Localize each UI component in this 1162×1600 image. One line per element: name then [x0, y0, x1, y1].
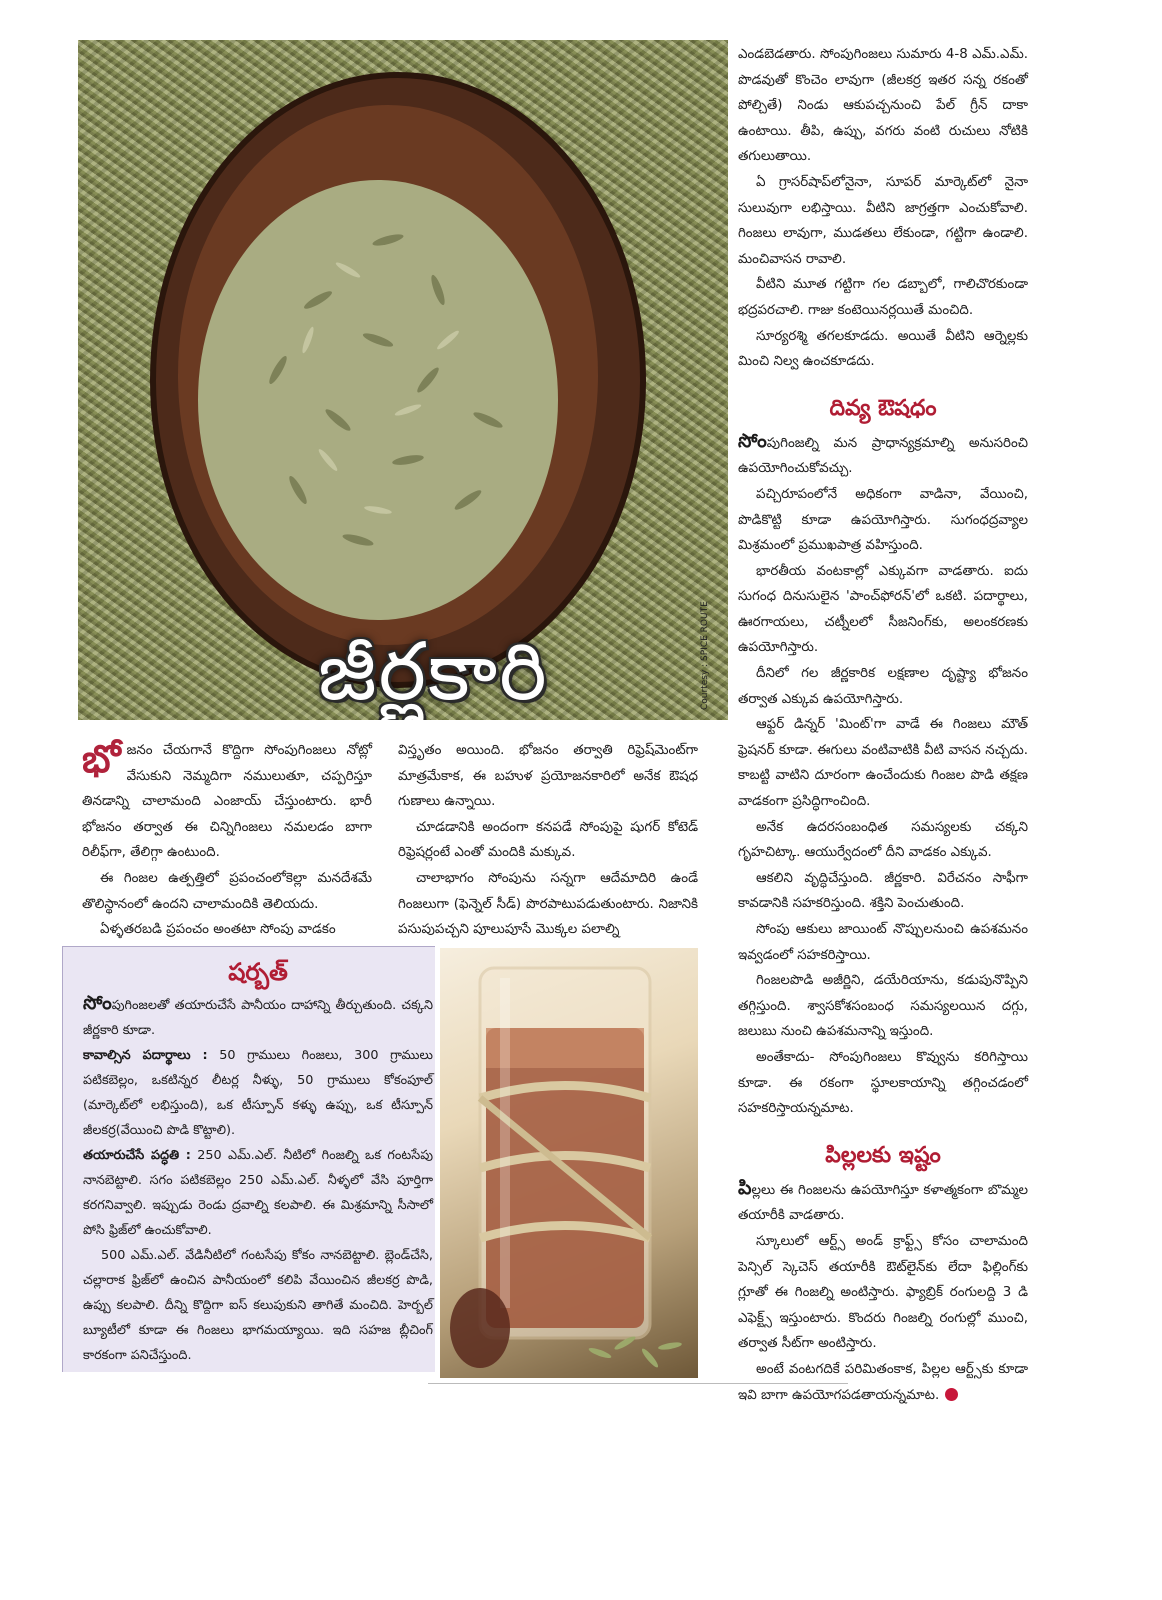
sharbat-recipe-box: [62, 946, 435, 1372]
ingredients-text: 50 గ్రాములు గింజలు, 300 గ్రాములు పటికబెల్లం, ఒకటిన్నర లీటర్ల నీళ్ళు, 50 గ్రాములు కోకంపూల్ (మార్కెట్‌లో లభిస్తుంది), ఒక టీస్పూన్ కళ్ళు ఉప్పు, ఒక టీస్పూన్ జీలకర్ర(వేయించి పొడి కొట్టాలి).: [83, 1048, 433, 1138]
body-paragraph: స్కూలులో ఆర్ట్స్ అండ్ క్రాఫ్ట్స్ కోసం చాలామంది పెన్సిల్ స్కెచెస్ తయారీకి ఔట్‌లైన్‌కు లేదా ఫిల్లింగ్‌కు గ్లూతో ఈ గింజల్ని అంటిస్తారు. ఫ్యాబ్రిక్ రంగులద్ది 3 డి ఎఫెక్ట్స్ ఇస్తుంటారు. కొందరు గింజల్ని రంగుల్లో ముంచి, తర్వాత సీట్‌గా అంటిస్తారు.: [738, 1233, 1028, 1352]
method-text: 250 ఎమ్.ఎల్. నీటిలో గింజల్ని ఒక గంటసేపు నానబెట్టాలి. సగం పటికబెల్లం 250 ఎమ్.ఎల్. నీళ్ళలో వేసి పూర్తిగా కరగనివ్వాలి. ఇప్పుడు రెండు ద్రవాల్ని కలపాలి. ఈ మిశ్రమాన్ని సీసాలో పోసి ఫ్రిజ్‌లో ఉంచుకోవాలి.: [83, 1148, 433, 1238]
body-paragraph: సూర్యరశ్మి తగలకూడదు. అయితే వీటిని ఆర్నెల్లకు మించి నిల్వ ఉంచకూడదు.: [738, 328, 1028, 370]
fennel-seeds-photo: [78, 40, 728, 720]
method: [83, 1143, 433, 1243]
left-column: [82, 738, 372, 943]
intro-text: జనం చేయగానే కొద్దిగా సోంపుగింజలు నోట్లో వేసుకుని నెమ్మదిగా నములుతూ, చప్పరిస్తూ తినడాన్ని చాలామంది ఎంజాయ్ చేస్తుంటారు. భారీ భోజనం తర్వాత ఈ చిన్నిగింజలు నమలడం బాగా రిలీఫ్‌గా, తేలిగ్గా ఉంటుంది.: [82, 743, 372, 861]
body-paragraph: ఏళ్ళతరబడి ప్రపంచం అంతటా సోంపు వాడకం: [100, 922, 336, 938]
method-label: తయారుచేసే పద్ధతి :: [83, 1148, 191, 1163]
body-paragraph: అంతేకాదు- సోంపుగింజలు కొవ్వును కరిగిస్తాయి కూడా. ఈ రకంగా స్థూలకాయాన్ని తగ్గించడంలో సహకరిస్తాయన్నమాట.: [738, 1049, 1028, 1117]
body-paragraph: ఎండబెడతారు. సోంపుగింజలు సుమారు 4-8 ఎమ్.ఎమ్. పొడవుతో కొంచెం లావుగా (జీలకర్ర ఇతర సన్న రకంతో పోల్చితే) నిండు ఆకుపచ్చనుంచి పేల్ గ్రీన్ దాకా ఉంటాయి. తీపి, ఉప్పు, వగరు వంటి రుచులు నోటికి తగులుతాయి.: [738, 47, 1028, 165]
lead-word: పి: [738, 1176, 752, 1199]
lead-text: పుగింజల్ని మన ప్రాధాన్యక్రమాల్ని అనుసరించి ఉపయోగించుకోవచ్చు.: [738, 435, 1028, 477]
body-paragraph: ఈ గింజల ఉత్పత్తిలో ప్రపంచంలోకెల్లా మనదేశమే తొలిస్థానంలో ఉందని చాలామందికి తెలియదు.: [82, 870, 372, 912]
body-paragraph: పచ్చిరూపంలోనే అధికంగా వాడినా, వేయించి, పొడికొట్టి కూడా ఉపయోగిస్తారు. సుగంధద్రవ్యాల మిశ్రమంలో ప్రముఖపాత్ర వహిస్తుంది.: [738, 486, 1028, 554]
lead-word: సోం: [83, 992, 112, 1014]
body-paragraph: గింజలపొడి అజీర్ణిని, డయేరియాను, కడుపునొప్పిని తగ్గిస్తుంది. శ్వాసకోశసంబంధ సమస్యలయిన దగ్గు, జలుబు నుంచి ఉపశమనాన్ని ఇస్తుంది.: [738, 973, 1028, 1040]
photo-credit: Courtesy : SPICE ROUTE: [700, 601, 710, 710]
body-paragraph: చాలాభాగం సోంపును సన్నగా ఆదేమాదిరి ఉండే గింజలుగా (ఫెన్నెల్ సీడ్) పొరపాటుపడుతుంటారు. నిజానికి పసుపుపచ్చని పూలుపూసే మొక్కల పలాల్ని: [398, 870, 698, 938]
recipe-text: [83, 957, 433, 1368]
body-paragraph: 500 ఎమ్.ఎల్. వేడినీటిలో గంటసేపు కోకం నానబెట్టాలి. బ్లెండ్‌చేసి, చల్లారాక ఫ్రిజ్‌లో ఉంచిన పానీయంలో కలిపి వేయించిన జీలకర్ర పొడి, ఉప్పు కలపాలి. దీన్ని కొద్దిగా ఐస్ కలుపుకుని తాగితే మంచిది. హెర్బల్ బ్యూటీలో కూడా ఈ గింజలు భాగమయ్యాయి. ఇది సహజ బ్లీచింగ్ కారకంగా పనిచేస్తుంది.: [83, 1248, 433, 1363]
body-paragraph: చూడడానికి అందంగా కనపడే సోంపుపై షుగర్ కోటెడ్ రిఫ్రెషర్లంటే ఎంతో మందికి మక్కువ.: [398, 819, 698, 861]
body-paragraph: వీటిని మూత గట్టిగా గల డబ్బాలో, గాలిచొరకుండా భద్రపరచాలి. గాజు కంటెయినర్లయితే మంచిది.: [738, 277, 1028, 318]
ingredients: [83, 1043, 433, 1143]
body-paragraph: ఏ గ్రాసర్‌షాప్‌లోనైనా, సూపర్ మార్కెట్‌లో నైనా సులువుగా లభిస్తాయి. వీటిని జాగ్రత్తగా ఎంచుకోవాలి. గింజలు లావుగా, ముడతలు లేకుండా, గట్టిగా ఉండాలి. మంచివాసన రావాలి.: [738, 174, 1028, 267]
body-paragraph: [738, 429, 1028, 482]
closing-text: అంటే వంటగదికే పరిమితంకాక, పిల్లల ఆర్ట్స్‌కు కూడా ఇవి బాగా ఉపయోగపడతాయన్నమాట.: [738, 1361, 1028, 1403]
lead-text: పుగింజలతో తయారుచేసే పానీయం దాహాన్ని తీర్చుతుంది. చక్కని జీర్ణకారి కూడా.: [83, 998, 433, 1038]
body-paragraph: ఆఫ్టర్ డిన్నర్ 'మింట్'గా వాడే ఈ గింజలు మౌత్ ఫ్రెషనర్ కూడా. ఈగులు వంటివాటికి వీటి వాసన నచ్చదు. కాబట్టి వాటిని దూరంగా ఉంచేందుకు గింజల పొడి తక్షణ వాడకంగా ప్రసిద్ధిగాంచింది.: [738, 717, 1028, 810]
lead-word: సోం: [738, 429, 767, 452]
divider: [428, 1383, 848, 1384]
sharbat-glass-photo: [440, 948, 698, 1378]
body-paragraph: భారతీయ వంటకాల్లో ఎక్కువగా వాడతారు. ఐదు సుగంధ దినుసులైన 'పాంచ్‌ఫోరన్'లో ఒకటి. పదార్థాలు, ఊరగాయలు, చట్నీలలో సీజనింగ్‌కు, అలంకరణకు ఉపయోగిస్తారు.: [738, 563, 1028, 656]
recipe-heading: షర్బత్: [228, 957, 288, 986]
section-heading-medicine: దివ్య ఔషధం: [829, 394, 937, 421]
body-paragraph: [738, 1176, 1028, 1229]
middle-column: [398, 738, 698, 943]
body-paragraph: అనేక ఉదరసంబంధిత సమస్యలకు చక్కని గృహచిట్కా. ఆయుర్వేదంలో దీని వాడకం ఎక్కువ.: [738, 819, 1028, 861]
article-title: జీర్ణకారి: [318, 625, 549, 718]
lead-text: ల్లలు ఈ గింజలను ఉపయోగిస్తూ కళాత్మకంగా బొమ్మల తయారీకి వాడతారు.: [738, 1182, 1028, 1224]
end-mark-icon: [945, 1388, 958, 1401]
body-paragraph: దీనిలో గల జీర్ణకారిక లక్షణాల దృష్ట్యా భోజనం తర్వాత ఎక్కువ ఉపయోగిస్తారు.: [738, 666, 1028, 707]
right-column: [738, 42, 1028, 1408]
glass-illustration: [440, 948, 698, 1378]
body-paragraph: సోంపు ఆకులు జాయింట్ నొప్పులనుంచి ఉపశమనం ఇవ్వడంలో సహకరిస్తాయి.: [738, 922, 1028, 963]
body-paragraph: విస్తృతం అయింది. భోజనం తర్వాతి రిఫ్రెష్‌మెంట్‌గా మాత్రమేకాక, ఈ బహుళ ప్రయోజనకారిలో అనేక ఔషధ గుణాలు ఉన్నాయి.: [398, 743, 698, 810]
section-heading-kids: పిల్లలకు ఇష్టం: [825, 1141, 941, 1168]
body-paragraph: [82, 738, 372, 866]
body-paragraph: [83, 991, 433, 1043]
drop-cap: భో: [82, 736, 121, 781]
body-paragraph: ఆకలిని వృద్ధిచేస్తుంది. జీర్ణకారి. విరేచనం సాఫీగా కావడానికి సహకరిస్తుంది. శక్తిని పెంచుతుంది.: [738, 870, 1028, 912]
ingredients-label: కావాల్సిన పదార్థాలు :: [83, 1048, 208, 1063]
fennel-spoon-illustration: [78, 40, 728, 720]
